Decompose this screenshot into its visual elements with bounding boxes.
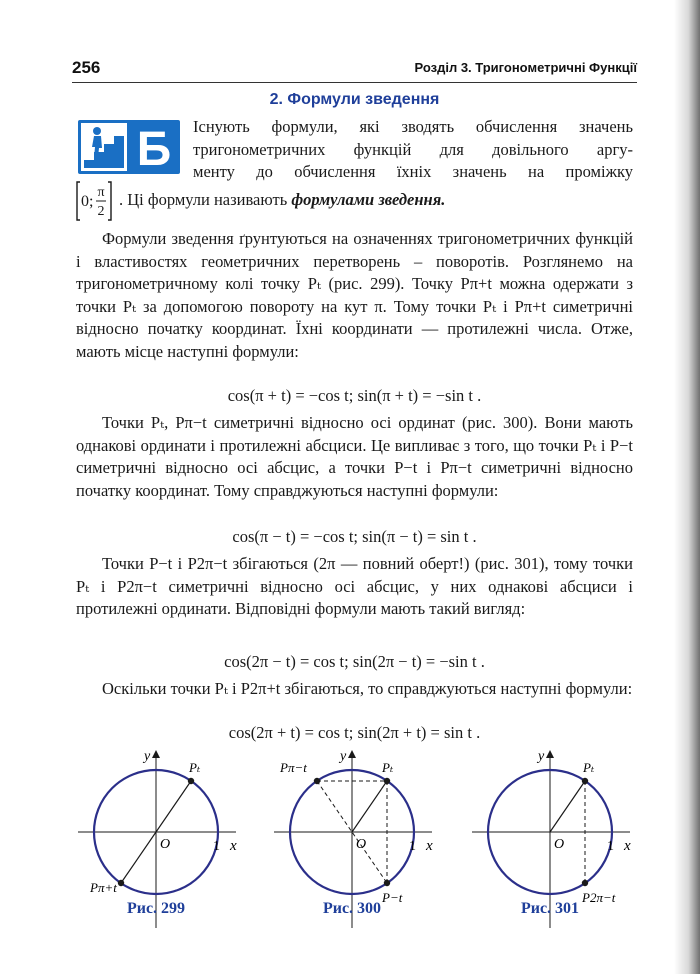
svg-text:2: 2 xyxy=(97,204,105,219)
paragraph-2: Точки Pₜ, Pπ−t симетричні відносно осі ординат (рис. 300). Вони мають однакові ординати і протилежні абсциси. Це випливає з того, що точки Pₜ і P−t симетричні відносно осі абсцис, а точки P−t і Pπ−t симетричні відносно початку координат. Тому справджуються наступні формули: xyxy=(76,413,633,500)
level-b-icon xyxy=(78,120,180,174)
svg-text:Pₜ: Pₜ xyxy=(189,760,201,775)
svg-text:Pₜ: Pₜ xyxy=(583,760,595,775)
chapter-title: Розділ 3. Тригонометричні Функції xyxy=(414,60,637,75)
point-p-pi-minus-t xyxy=(314,778,320,784)
svg-text:π: π xyxy=(97,185,105,200)
formula-2: cos(π − t) = −cos t; sin(π − t) = sin t . xyxy=(232,527,477,546)
formula-4: cos(2π + t) = cos t; sin(2π + t) = sin t . xyxy=(228,723,481,742)
svg-text:y: y xyxy=(144,749,151,764)
point-p-2pi-minus-t xyxy=(582,880,588,886)
svg-text:Pπ−t: Pπ−t xyxy=(280,760,307,775)
radius-line xyxy=(352,781,387,832)
svg-text:P2π−t: P2π−t xyxy=(582,890,616,905)
point-p-t xyxy=(582,778,588,784)
svg-text:y: y xyxy=(538,749,545,764)
svg-text:Pπ+t: Pπ+t xyxy=(90,880,117,895)
interval-formula xyxy=(76,180,112,222)
paragraph-1: Формули зведення ґрунтуються на означеннях тригонометричних функцій і властивостях геометричних перетворень – поворотів. Розглянемо на тригонометричному колі точку Pₜ (рис. 299). Точку Pπ+t можна одержати з точки Pₜ за допомогою повороту на кут π. Тому точки Pₜ і Pπ+t симетричні відносно початку координат. Їхні координати — протилежні числа. Отже, мають місце наступні формули: xyxy=(76,229,633,361)
svg-text:P−t: P−t xyxy=(382,890,403,905)
svg-text:0;: 0; xyxy=(81,193,94,210)
svg-text:1: 1 xyxy=(409,839,416,854)
caption-299: Рис. 299 xyxy=(126,900,186,917)
formula-1: cos(π + t) = −cos t; sin(π + t) = −sin t . xyxy=(227,386,482,405)
svg-text:1: 1 xyxy=(607,839,614,854)
point-p-t xyxy=(188,778,194,784)
page-header xyxy=(72,56,637,83)
svg-text:1: 1 xyxy=(213,839,220,854)
point-p-minus-t xyxy=(384,880,390,886)
svg-text:O: O xyxy=(554,837,565,852)
caption-301: Рис. 301 xyxy=(520,900,580,917)
intro-conclusion: . Ці формули називають формулами зведення. xyxy=(119,190,446,209)
paragraph-3: Точки P−t і P2π−t збігаються (2π — повний оберт!) (рис. 301), тому точки Pₜ і P2π−t симетричні відносно осі абсцис, у них однакові абсциси і протилежні ординати. Відповідні формули мають такий вигляд: xyxy=(76,554,633,619)
section-title: 2. Формули зведення xyxy=(269,91,440,108)
intro-text xyxy=(193,116,633,184)
svg-text:x: x xyxy=(426,838,433,854)
svg-text:Pₜ: Pₜ xyxy=(382,760,394,775)
svg-text:x: x xyxy=(624,838,631,854)
key-term: формулами зведення. xyxy=(291,190,446,209)
level-letter: Б xyxy=(136,123,172,174)
point-p-pi-plus-t xyxy=(118,880,124,886)
page-edge-shadow xyxy=(674,0,700,974)
svg-text:y: y xyxy=(340,749,347,764)
intro-line-3: менту до обчислення їхніх значень на проміжку xyxy=(193,162,633,181)
svg-text:O: O xyxy=(160,837,171,852)
svg-text:O: O xyxy=(356,837,367,852)
point-p-t xyxy=(384,778,390,784)
radius-line xyxy=(550,781,585,832)
page-number: 256 xyxy=(72,58,101,77)
intro-line-1: Існують формули, які зводять обчислення значень xyxy=(193,117,633,136)
svg-text:x: x xyxy=(230,838,237,854)
intro-line-2: тригонометричних функцій для довільного аргу- xyxy=(193,139,633,159)
formula-3: cos(2π − t) = cos t; sin(2π − t) = −sin t . xyxy=(224,652,485,671)
paragraph-4: Оскільки точки Pₜ і P2π+t збігаються, то справджуються наступні формули: xyxy=(102,679,633,698)
caption-300: Рис. 300 xyxy=(322,900,382,917)
